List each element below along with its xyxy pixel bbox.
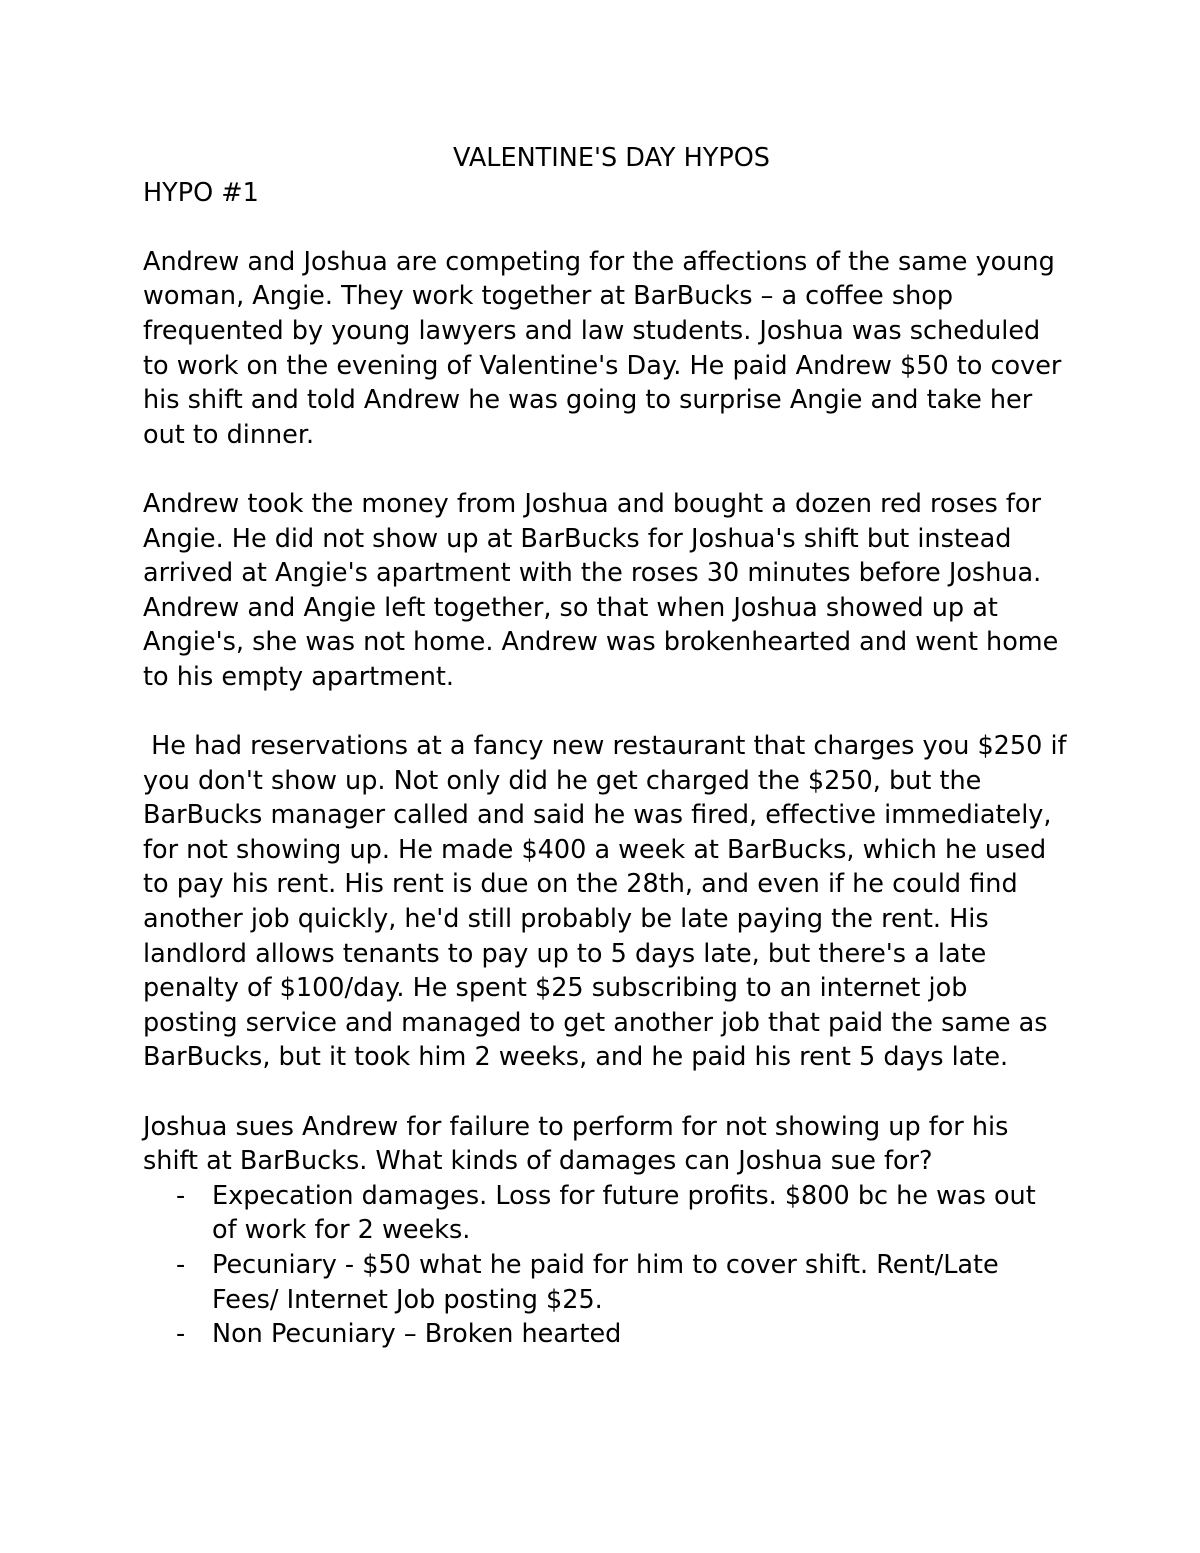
list-item [143,1317,1068,1352]
dash-bullet-icon: - [176,1319,186,1350]
answer-non-pecuniary: Non Pecuniary – Broken hearted [212,1319,622,1350]
paragraph-facts: Andrew and Joshua are competing for the affections of the same young woman, Angie. They work together at BarBucks – a coffee shop frequented by young lawyers and law students. Joshua was scheduled to work on the evening of Valentine's Day. He paid Andrew $50 to cover his shift and told Andrew he was going to surprise Angie and take her out to dinner. [143,246,1070,450]
paragraph-question: Joshua sues Andrew for failure to perform for not showing up for his shift at BarBucks. What kinds of damages can Joshua sue for? [143,1111,1017,1177]
document-body [143,141,1075,1352]
dash-bullet-icon: - [176,1250,186,1280]
list-item [143,1248,1068,1317]
document-title: VALENTINE'S DAY HYPOS [453,143,770,173]
dash-bullet-icon: - [176,1180,186,1211]
answer-list [143,1179,1068,1352]
paragraph-consequences: He had reservations at a fancy new restaurant that charges you $250 if you don't show up. Not only did he get charged the $250, but the BarBucks manager called and said he was fired, effective immediately, for not showing up. He made $400 a week at BarBucks, which he used to pay his rent. His rent is due on the 28th, and even if he could find another job quickly, he'd still probably be late paying the rent. His landlord allows tenants to pay up to 5 days late, but there's a late penalty of $100/day. He spent $25 subscribing to an internet job posting service and managed to get another job that paid the same as BarBucks, but it took him 2 weeks, and he paid his rent 5 days late. [143,731,1075,1073]
list-item [143,1179,1068,1248]
hypo-heading: HYPO #1 [143,177,259,208]
paragraph-roses: Andrew took the money from Joshua and bought a dozen red roses for Angie. He did not show up at BarBucks for Joshua's shift but instead arrived at Angie's apartment with the roses 30 minutes before Joshua. Andrew and Angie left together, so that when Joshua showed up at Angie's, she was not home. Andrew was brokenhearted and went home to his empty apartment. [143,488,1067,692]
answer-pecuniary: Pecuniary - $50 what he paid for him to cover shift. Rent/Late Fees/ Internet Job posting $25. [212,1250,999,1315]
answer-expectation: Expecation damages. Loss for future profits. $800 bc he was out of work for 2 weeks. [212,1180,1036,1246]
